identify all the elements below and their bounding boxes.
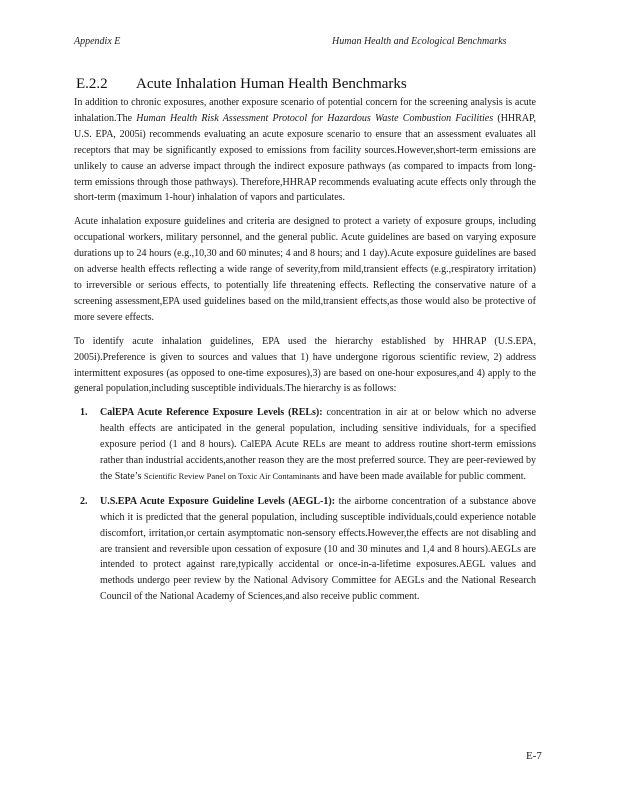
list-item-body: the airborne concentration of a substance above which it is predicted that the general population, including susceptible individuals,could experience notable discomfort, irritation,or certain asymptomatic non-sensory effects.However,the effects are not disabling and are transient and reversible upon cessation of exposure (10 and 30 minutes and 1,4 and 8 hours).AEGLs are intended to protect against rare,typically accidental or once-in-a-lifetime exposures.AEGL values and methods undergo peer review by the National Advisory Committee for AEGLs and the National Research Council of the National Academy of Sciences,and also receive public comment. — [100, 495, 536, 603]
list-item — [74, 494, 536, 605]
running-header-right: Human Health and Ecological Benchmarks — [332, 36, 507, 47]
running-header-left: Appendix E — [74, 36, 121, 47]
hierarchy-list — [74, 405, 536, 605]
list-item-body: concentration in air at or below which no adverse health effects are anticipated in the general population, including sensitive individuals, for a specified exposure period (1 and 8 hours). CalEPA Acute RELs are meant to address routine short-term emissions rather than industrial accidents,another reason they are the most preferred source. They are peer-reviewed by the State’s — [100, 407, 536, 482]
body-text — [74, 95, 536, 614]
section-title: Acute Inhalation Human Health Benchmarks — [136, 76, 407, 92]
paragraph-1 — [74, 95, 536, 206]
list-item-term: CalEPA Acute Reference Exposure Levels (RELs): — [100, 407, 323, 419]
p1-text-b: (HHRAP, U.S. EPA, 2005i) recommends evaluating an acute exposure scenario to ensure that an assessment evaluates all receptors that may be significantly exposed to emissions from facility sources.However,short-term emissions are unlikely to cause an adverse impact through the indirect exposure pathways (as compared to impacts from long-term emissions through those pathways). Therefore,HHRAP recommends evaluating acute effects only through the short-term (maximum 1-hour) inhalation of vapors and particulates. — [74, 112, 536, 204]
list-item-tail: and have been made available for public comment. — [319, 470, 527, 482]
paragraph-2: Acute inhalation exposure guidelines and criteria are designed to protect a variety of exposure groups, including occupational workers, military personnel, and the general public. Acute guidelines are based on varying exposure durations up to 24 hours (e.g.,10,30 and 60 minutes; 4 and 8 hours; and 1 day).Acute exposure guidelines are based on adverse health effects reflecting a wide range of severity,from mild,transient effects (e.g.,respiratory irritation) to irreversible or serious effects, to potentially life threatening effects. Reflecting the conservative nature of a screening assessment,EPA used guidelines based on the mild,transient effects,as those would also be protective of more severe effects. — [74, 216, 536, 323]
list-item-number: 2. — [80, 495, 88, 507]
page-number: E-7 — [526, 750, 542, 762]
panel-name-small: Scientific Review Panel on Toxic Air Contaminants — [143, 470, 320, 481]
paragraph-3: To identify acute inhalation guidelines, EPA used the hierarchy established by HHRAP (U.S.EPA, 2005i).Preference is given to sources and values that 1) have undergone rigorous scientific review, 2) address intermittent exposures (as opposed to one-time exposures),3) are based on one-hour exposures,and 4) apply to the general population,including susceptible individuals.The hierarchy is as follows: — [74, 335, 536, 395]
list-item-term: U.S.EPA Acute Exposure Guideline Levels (AEGL-1): — [100, 495, 336, 507]
list-item — [74, 405, 536, 485]
report-title-italic: Human Health Risk Assessment Protocol for Hazardous Waste Combustion Facilities — [136, 112, 494, 124]
list-item-text — [100, 494, 536, 605]
p1-text-a: In addition to chronic exposures, another exposure scenario of potential concern for the screening analysis is acute inhalation.The — [74, 97, 536, 124]
section-heading — [76, 76, 546, 93]
section-number: E.2.2 — [76, 76, 108, 92]
list-item-number: 1. — [80, 407, 88, 419]
list-item-text — [100, 405, 536, 485]
